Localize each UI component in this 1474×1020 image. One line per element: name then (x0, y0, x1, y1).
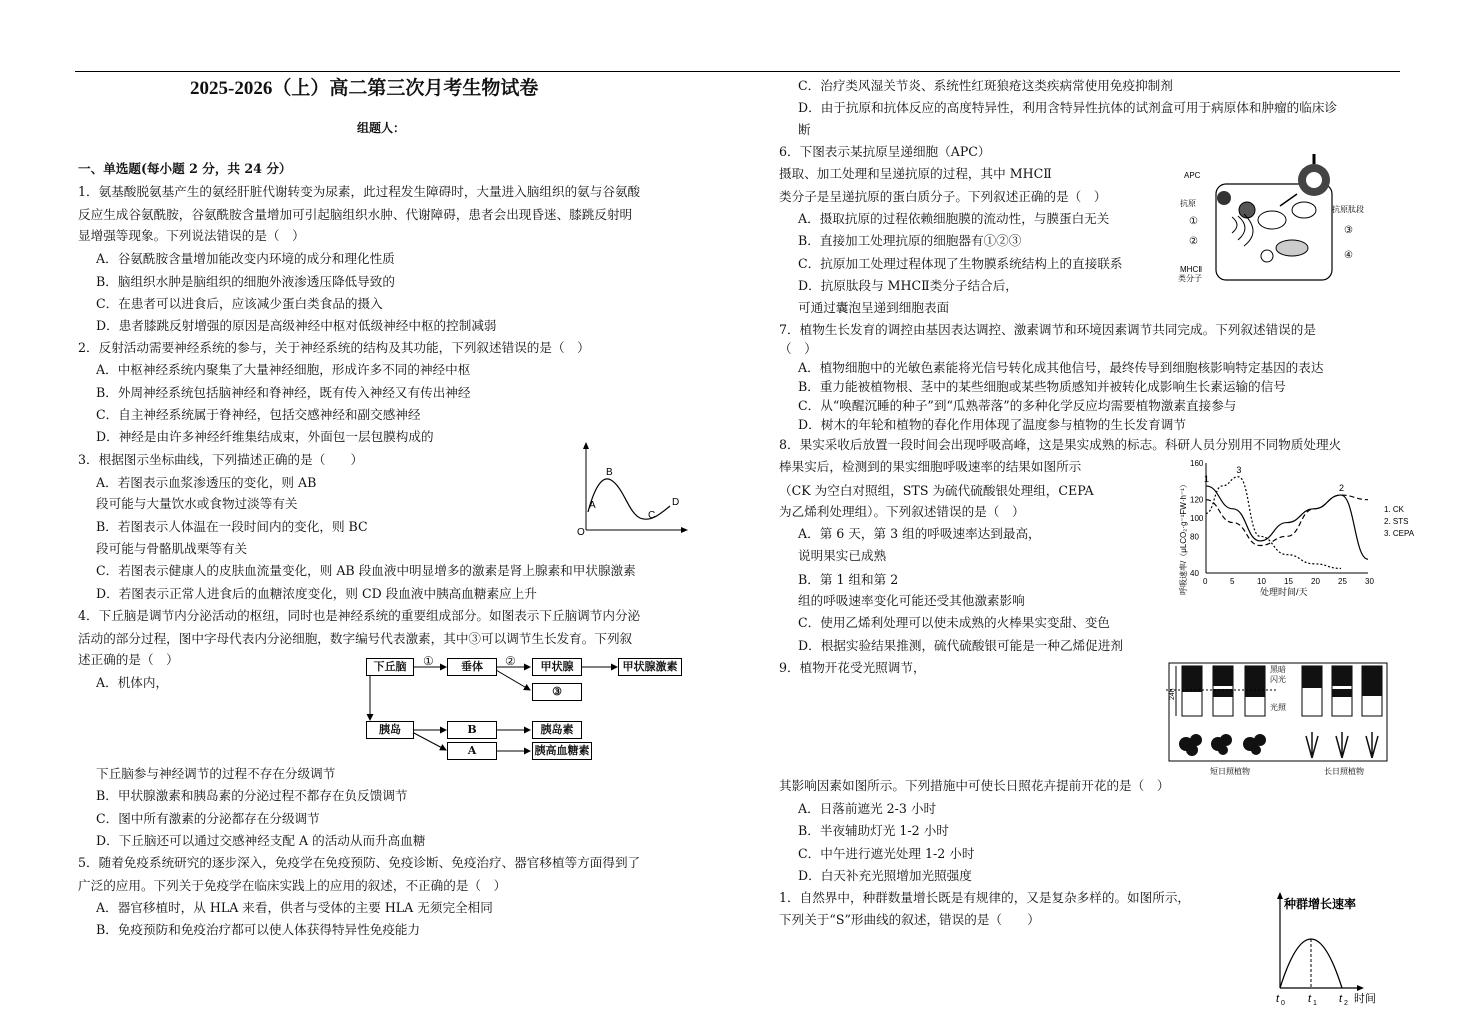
q4-box-thyroid: 甲状腺 (532, 658, 582, 676)
q6-option-b[interactable]: B．直接加工处理抗原的细胞器有①②③ (798, 233, 1022, 248)
chart-x-tick: 10 (1257, 577, 1266, 586)
q1-option-d[interactable]: D．患者膝跳反射增强的原因是高级神经中枢对低级神经中枢的控制减弱 (96, 318, 497, 333)
chart-series-label-3: 3 (1236, 464, 1242, 475)
q4-option-b[interactable]: B．甲状腺激素和胰岛素的分泌过程不都存在负反馈调节 (96, 788, 408, 803)
q4-box-islet: 胰岛 (366, 721, 414, 739)
chart-y-tick: 100 (1190, 514, 1204, 523)
q8-option-c[interactable]: C．使用乙烯利处理可以使未成熟的火棒果实变甜、变色 (798, 615, 1110, 630)
chart-series-3 (1206, 477, 1341, 569)
q1-option-b[interactable]: B．脑组织水肿是脑组织的细胞外液渗透压降低导致的 (96, 274, 395, 289)
q6-fig-4: ④ (1344, 250, 1353, 261)
q6-fig-2: ② (1189, 236, 1198, 247)
chart-y-tick: 40 (1190, 569, 1199, 578)
q10-fig-ylabel: 种群增长速率 (1284, 897, 1357, 911)
q8-option-a-cont: 说明果实已成熟 (798, 548, 887, 563)
q4-stem-3: 述正确的是（ ） (78, 652, 179, 667)
q4-label-2: ② (505, 654, 516, 668)
chart-legend-3: 3. CEPA (1384, 529, 1415, 538)
q1-stem-3: 显增强等现象。下列说法错误的是（ ） (78, 228, 305, 243)
q4-box-thyroid-hormone: 甲状腺激素 (618, 658, 682, 676)
q2-option-d[interactable]: D．神经是由许多神经纤维集结成束，外面包一层包膜构成的 (96, 429, 434, 444)
q3-option-b-cont: 段可能与骨骼肌战栗等有关 (96, 541, 248, 556)
chart-xlabel: 处理时间/天 (1260, 587, 1308, 597)
q4-box-b-cell: B (447, 721, 497, 739)
q3-fig-o: O (577, 527, 585, 538)
q6-apc-figure (1172, 148, 1382, 288)
q5-option-c[interactable]: C．治疗类风湿关节炎、系统性红斑狼疮这类疾病常使用免疫抑制剂 (798, 78, 1173, 93)
q6-option-c[interactable]: C．抗原加工处理过程体现了生物膜系统结构上的直接联系 (798, 256, 1123, 271)
q10-fig-t0: t (1276, 993, 1280, 1005)
q6-option-a[interactable]: A．摄取抗原的过程依赖细胞膜的流动性，与膜蛋白无关 (798, 211, 1110, 226)
q3-stem: 3．根据图示坐标曲线，下列描述正确的是（ ） (78, 452, 364, 467)
chart-x-tick: 0 (1203, 577, 1208, 586)
q3-option-d[interactable]: D．若图表示正常人进食后的血糖浓度变化，则 CD 段血液中胰高血糖素应上升 (96, 586, 537, 601)
q4-box-insulin: 胰岛素 (532, 721, 582, 739)
author-line: 组题人： (357, 121, 406, 135)
q7-stem-1: 7．植物生长发育的调控由基因表达调控、激素调节和环境因素调节共同完成。下列叙述错误的是 (779, 322, 1316, 337)
q9-option-b[interactable]: B．半夜辅助灯光 1-2 小时 (798, 823, 949, 838)
q9-fig-dark: 黑暗 (1270, 665, 1286, 674)
q6-fig-3: ③ (1344, 225, 1353, 236)
q4-stem-1: 4．下丘脑是调节内分泌活动的枢纽，同时也是神经系统的重要组成部分。如图表示下丘脑调节内分泌 (78, 608, 641, 623)
q10-fig-t2: t (1339, 993, 1343, 1005)
q2-option-a[interactable]: A．中枢神经系统内聚集了大量神经细胞，形成许多不同的神经中枢 (96, 362, 471, 377)
q4-box-pituitary: 垂体 (447, 658, 497, 676)
q8-stem-3: （CK 为空白对照组，STS 为硫代硫酸银处理组，CEPA (779, 483, 1094, 498)
q7-option-c[interactable]: C．从“唤醒沉睡的种子”到“瓜熟蒂落”的多种化学反应均需要植物激素直接参与 (798, 398, 1237, 413)
q3-fig-a: A (589, 500, 596, 511)
q1-stem-1: 1．氨基酸脱氨基产生的氨经肝脏代谢转变为尿素，此过程发生障碍时，大量进入脑组织的氨与谷氨酸 (78, 184, 641, 199)
q10-stem-2: 下列关于“S”形曲线的叙述，错误的是（ ） (779, 912, 1040, 927)
q4-stem-2: 活动的部分过程，图中字母代表内分泌细胞，数字编号代表激素，其中③可以调节生长发育。下列叙 (78, 631, 633, 646)
q4-box-a-cell: A (447, 742, 497, 760)
q7-stem-2: （ ） (779, 341, 817, 356)
q10-growth-rate-figure (1268, 890, 1398, 1012)
q7-option-d[interactable]: D．树木的年轮和植物的春化作用体现了温度参与植物的生长发育调节 (798, 417, 1186, 432)
section-heading: 一、单选题(每小题 2 分，共 24 分） (78, 161, 292, 176)
q4-box-hypothalamus: 下丘脑 (366, 658, 414, 676)
q3-option-b[interactable]: B．若图表示人体温在一段时间内的变化，则 BC (96, 519, 368, 534)
q6-option-d-cont: 可通过囊泡呈递到细胞表面 (798, 300, 950, 315)
q5-option-b[interactable]: B．免疫预防和免疫治疗都可以使人体获得特异性免疫能力 (96, 922, 421, 937)
q8-option-b-cont: 组的呼吸速率变化可能还受其他激素影响 (798, 593, 1025, 608)
q9-fig-24h: 24h (1169, 688, 1176, 700)
q4-box-glucagon: 胰高血糖素 (532, 742, 592, 760)
chart-ylabel: 呼吸速率/（μLCO₂·g⁻¹FW·h⁻¹） (1179, 480, 1188, 595)
q6-fig-mhc2: 类分子 (1178, 274, 1202, 283)
q9-option-a[interactable]: A．日落前遮光 2-3 小时 (798, 801, 937, 816)
q9-stem-2: 其影响因素如图所示。下列措施中可使长日照花卉提前开花的是（ ） (779, 778, 1170, 793)
q5-option-d-cont: 断 (798, 122, 811, 137)
chart-y-tick: 80 (1190, 532, 1199, 542)
chart-series-2 (1206, 495, 1368, 545)
q8-stem-2: 棒果实后，检测到的果实细胞呼吸速率的结果如图所示 (779, 459, 1082, 474)
q6-fig-1: ① (1189, 216, 1198, 227)
q8-option-b[interactable]: B．第 1 组和第 2 (798, 572, 899, 587)
q10-fig-t1: t (1308, 993, 1312, 1005)
q10-fig-xlabel: 时间 (1354, 993, 1376, 1005)
q2-option-c[interactable]: C．自主神经系统属于脊神经，包括交感神经和副交感神经 (96, 407, 421, 422)
q6-stem-3: 类分子是呈递抗原的蛋白质分子。下列叙述正确的是（ ） (779, 189, 1107, 204)
chart-x-tick: 15 (1284, 577, 1293, 586)
q10-stem-1: 1．自然界中，种群数量增长既是有规律的，又是复杂多样的。如图所示， (779, 890, 1191, 905)
page-title: 2025-2026（上）高二第三次月考生物试卷 (190, 78, 539, 99)
chart-x-tick: 30 (1365, 577, 1374, 586)
q9-option-d[interactable]: D．白天补充光照增加光照强度 (798, 868, 972, 883)
q9-fig-light: 光照 (1270, 703, 1286, 712)
q6-stem-2: 摄取、加工处理和呈递抗原的过程，其中 MHCⅡ (779, 166, 1052, 181)
chart-series-label-1: 1 (1204, 473, 1210, 484)
q4-option-a[interactable]: A．机体内， (96, 675, 169, 690)
chart-y-tick: 160 (1190, 459, 1204, 468)
q9-option-c[interactable]: C．中午进行遮光处理 1-2 小时 (798, 846, 975, 861)
q8-option-a[interactable]: A．第 6 天，第 3 组的呼吸速率达到最高， (798, 526, 1041, 541)
q3-option-a-cont: 段可能与大量饮水或食物过淡等有关 (96, 496, 298, 511)
q3-fig-b: B (606, 467, 613, 478)
q9-fig-flash: 闪光 (1270, 675, 1286, 684)
q6-fig-antigen: 抗原 (1180, 199, 1196, 208)
q10-fig-t2-sub: 2 (1344, 1000, 1348, 1007)
q1-option-a[interactable]: A．谷氨酰胺含量增加能改变内环境的成分和理化性质 (96, 251, 395, 266)
q6-stem-1: 6．下图表示某抗原呈递细胞（APC） (779, 144, 991, 159)
q9-photoperiod-figure (1166, 660, 1392, 778)
q9-fig-long: 长日照植物 (1324, 767, 1364, 776)
q8-respiration-chart (1172, 455, 1422, 600)
q4-option-c[interactable]: C．图中所有激素的分泌都存在分级调节 (96, 811, 320, 826)
top-rule (75, 71, 1400, 72)
q7-option-a[interactable]: A．植物细胞中的光敏色素能将光信号转化成其他信号，最终传导到细胞核影响特定基因的表达 (798, 360, 1324, 375)
q9-fig-short: 短日照植物 (1210, 767, 1250, 776)
chart-y-tick: 120 (1190, 495, 1204, 505)
chart-x-tick: 20 (1311, 577, 1320, 586)
q5-option-a[interactable]: A．器官移植时，从 HLA 来看，供者与受体的主要 HLA 无须完全相同 (96, 900, 493, 915)
chart-x-tick: 25 (1338, 577, 1347, 586)
q6-fig-apc: APC (1184, 171, 1201, 180)
q6-option-d[interactable]: D．抗原肽段与 MHCⅡ类分子结合后， (798, 278, 1018, 293)
q9-stem-1: 9．植物开花受光照调节， (779, 660, 926, 675)
q3-option-a[interactable]: A．若图表示血浆渗透压的变化，则 AB (96, 475, 317, 490)
q10-fig-t1-sub: 1 (1313, 1000, 1317, 1007)
q8-option-d[interactable]: D．根据实验结果推测，硫代硫酸银可能是一种乙烯促进剂 (798, 638, 1123, 653)
q3-option-c[interactable]: C．若图表示健康人的皮肤血流量变化，则 AB 段血液中明显增多的激素是肾上腺素和甲状腺激素 (96, 563, 636, 578)
chart-x-tick: 5 (1230, 577, 1235, 586)
q5-stem-1: 5．随着免疫系统研究的逐步深入，免疫学在免疫预防、免疫诊断、免疫治疗、器官移植等方面得到了 (78, 855, 641, 870)
q2-stem: 2．反射活动需要神经系统的参与，关于神经系统的结构及其功能，下列叙述错误的是（ ） (78, 340, 590, 355)
q3-fig-c: C (648, 510, 656, 521)
q6-fig-peptide: 抗原肽段 (1332, 205, 1364, 214)
q6-fig-mhc1: MHCⅡ (1180, 265, 1203, 274)
q3-curve-figure (574, 442, 689, 538)
chart-legend-1: 1. CK (1384, 505, 1405, 514)
q4-label-1: ① (423, 654, 434, 668)
q8-stem-4: 为乙烯利处理组）。下列叙述错误的是（ ） (779, 504, 1025, 519)
q5-stem-2: 广泛的应用。下列关于免疫学在临床实践上的应用的叙述，不正确的是（ ） (78, 878, 507, 893)
q1-option-c[interactable]: C．在患者可以进食后，应该减少蛋白类食品的摄入 (96, 296, 383, 311)
q4-box-hormone-3: ③ (532, 683, 582, 701)
q5-option-d[interactable]: D．由于抗原和抗体反应的高度特异性，利用含特异性抗体的试剂盒可用于病原体和肿瘤的临床诊 (798, 100, 1338, 115)
q1-stem-2: 反应生成谷氨酰胺，谷氨酰胺含量增加可引起脑组织水肿、代谢障碍，患者会出现昏迷、膝跳反射明 (78, 207, 633, 222)
q4-option-d[interactable]: D．下丘脑还可以通过交感神经支配 A 的活动从而升高血糖 (96, 833, 426, 848)
q10-fig-t0-sub: 0 (1281, 1000, 1285, 1007)
q3-fig-d: D (672, 497, 680, 508)
chart-series-label-2: 2 (1339, 483, 1345, 494)
q8-stem-1: 8．果实采收后放置一段时间会出现呼吸高峰，这是果实成熟的标志。科研人员分别用不同物质处理火 (779, 437, 1342, 452)
q7-option-b[interactable]: B．重力能被植物根、茎中的某些细胞或某些物质感知并被转化成影响生长素运输的信号 (798, 379, 1286, 394)
q4-option-a-cont: 下丘脑参与神经调节的过程不存在分级调节 (96, 766, 336, 781)
q2-option-b[interactable]: B．外周神经系统包括脑神经和脊神经，既有传入神经又有传出神经 (96, 385, 471, 400)
chart-legend-2: 2. STS (1384, 517, 1409, 526)
